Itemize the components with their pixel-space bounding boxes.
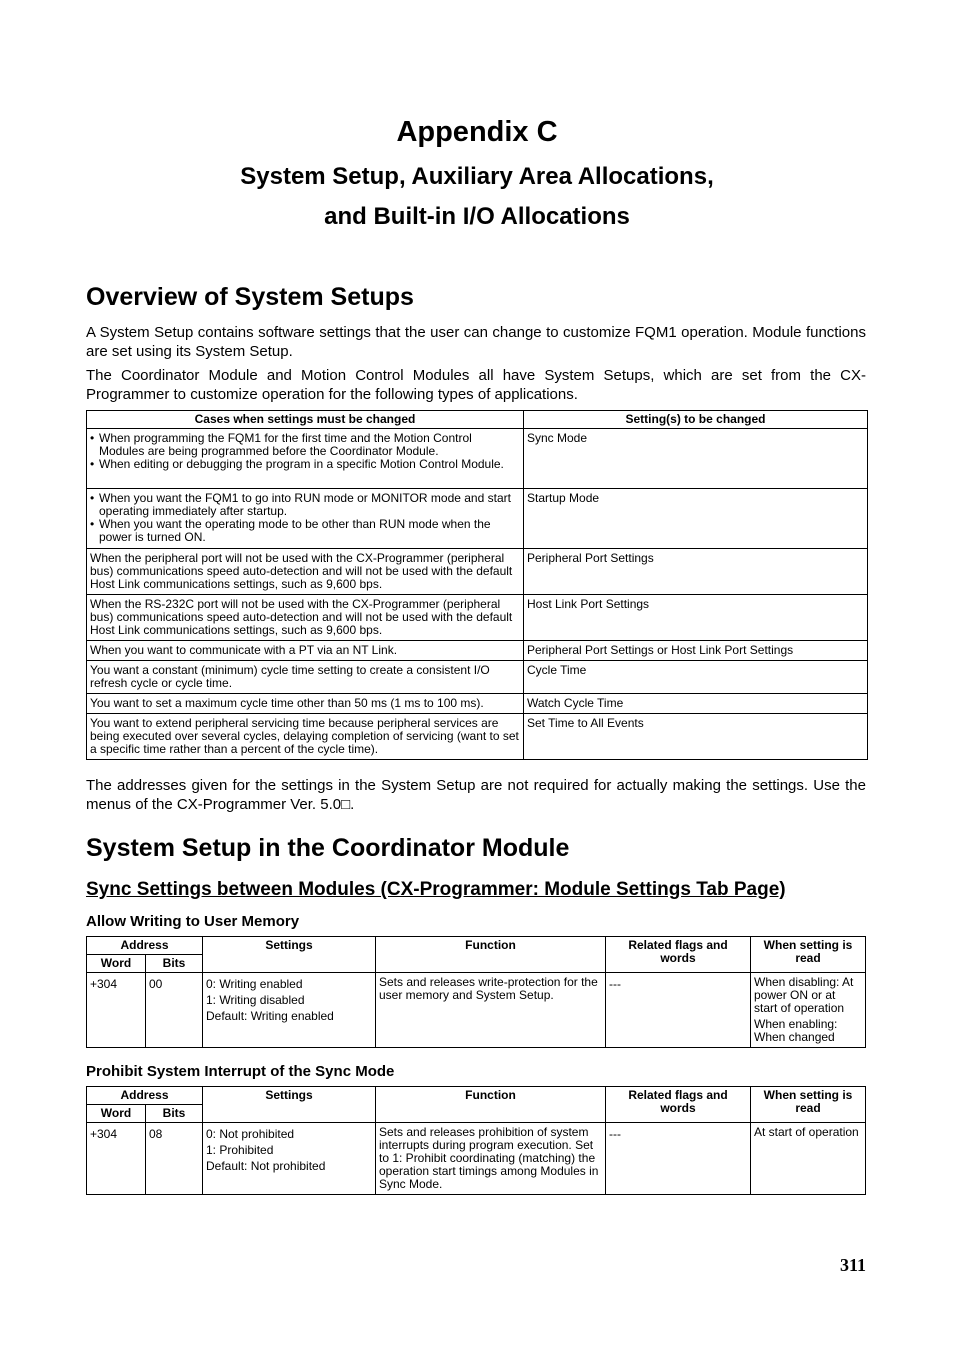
table-header-row bbox=[87, 937, 866, 955]
case-bullet: • When you want the operating mode to be other than RUN mode when the power is turned ON. bbox=[90, 518, 520, 544]
header-bits: Bits bbox=[146, 1105, 203, 1123]
allow-writing-title: Allow Writing to User Memory bbox=[86, 913, 300, 930]
when-cell bbox=[751, 973, 866, 1048]
word-cell: +304 bbox=[87, 973, 146, 1048]
related-cell: --- bbox=[606, 973, 751, 1048]
table-row bbox=[87, 973, 866, 1048]
setting-cell: Sync Mode bbox=[524, 429, 868, 489]
sync-settings-subheading: Sync Settings between Modules (CX-Programmer: Module Settings Tab Page) bbox=[86, 879, 786, 900]
header-settings: Settings bbox=[203, 1087, 376, 1123]
case-bullet: • When you want the FQM1 to go into RUN mode or MONITOR mode and start operating immediately after startup. bbox=[90, 492, 520, 518]
bits-cell: 00 bbox=[146, 973, 203, 1048]
addresses-note: The addresses given for the settings in the System Setup are not required for actually making the settings. Use the menus of the CX-Programmer Ver. 5.0□. bbox=[86, 777, 866, 813]
setting-option: 1: Prohibited bbox=[206, 1143, 274, 1157]
header-bits: Bits bbox=[146, 955, 203, 973]
setting-option: 0: Not prohibited bbox=[206, 1127, 295, 1141]
when-cell: At start of operation bbox=[751, 1123, 866, 1195]
coordinator-heading: System Setup in the Coordinator Module bbox=[86, 834, 570, 862]
case-cell bbox=[87, 489, 524, 549]
case-cell: When the RS-232C port will not be used with the CX-Programmer (peripheral bus) communications speed auto-detection and will not be used with the default Host Link communications settings, such as 9,600 bps. bbox=[87, 595, 524, 641]
settings-cell bbox=[203, 973, 376, 1048]
setting-cell: Peripheral Port Settings or Host Link Port Settings bbox=[524, 641, 868, 661]
table-row bbox=[87, 429, 868, 489]
table-header-row bbox=[87, 1087, 866, 1105]
setting-cell: Host Link Port Settings bbox=[524, 595, 868, 641]
setting-option: 1: Writing disabled bbox=[206, 993, 305, 1007]
header-address: Address bbox=[87, 1087, 203, 1105]
bits-cell: 08 bbox=[146, 1123, 203, 1195]
word-cell: +304 bbox=[87, 1123, 146, 1195]
setting-option: 0: Writing enabled bbox=[206, 977, 303, 991]
table-row bbox=[87, 661, 868, 694]
header-when: When setting is read bbox=[751, 1087, 866, 1123]
header-when: When setting is read bbox=[751, 937, 866, 973]
case-bullet: • When editing or debugging the program in a specific Motion Control Module. bbox=[90, 458, 520, 471]
setting-default: Default: Not prohibited bbox=[206, 1159, 326, 1173]
settings-cell bbox=[203, 1123, 376, 1195]
related-cell: --- bbox=[606, 1123, 751, 1195]
header-settings: Setting(s) to be changed bbox=[524, 411, 868, 429]
case-cell: You want a constant (minimum) cycle time setting to create a consistent I/O refresh cycle or cycle time. bbox=[87, 661, 524, 694]
table-row bbox=[87, 694, 868, 714]
prohibit-interrupt-table bbox=[86, 1086, 866, 1195]
header-word: Word bbox=[87, 955, 146, 973]
case-cell: When the peripheral port will not be used with the CX-Programmer (peripheral bus) communications speed auto-detection and will not be used with the default Host Link communications settings, such as 9,600 bps. bbox=[87, 549, 524, 595]
appendix-subtitle-line2: and Built-in I/O Allocations bbox=[324, 203, 630, 230]
table-row bbox=[87, 714, 868, 760]
case-cell: You want to extend peripheral servicing time because peripheral services are being executed over several cycles, delaying completion of servicing (want to set a specific time rather than a percent of the cycle time). bbox=[87, 714, 524, 760]
case-cell: When you want to communicate with a PT via an NT Link. bbox=[87, 641, 524, 661]
when-disabling: When disabling: At power ON or at start of operation bbox=[754, 975, 854, 1015]
case-cell bbox=[87, 429, 524, 489]
page-number: 311 bbox=[839, 1255, 866, 1275]
header-function: Function bbox=[376, 1087, 606, 1123]
setting-cell: Watch Cycle Time bbox=[524, 694, 868, 714]
table-row bbox=[87, 641, 868, 661]
function-cell: Sets and releases write-protection for the user memory and System Setup. bbox=[376, 973, 606, 1048]
prohibit-interrupt-title: Prohibit System Interrupt of the Sync Mode bbox=[86, 1063, 395, 1080]
overview-heading: Overview of System Setups bbox=[86, 283, 414, 311]
header-settings: Settings bbox=[203, 937, 376, 973]
table-row bbox=[87, 549, 868, 595]
header-related: Related flags and words bbox=[606, 1087, 751, 1123]
setting-cell: Set Time to All Events bbox=[524, 714, 868, 760]
setting-cell: Cycle Time bbox=[524, 661, 868, 694]
applications-table bbox=[86, 410, 868, 760]
appendix-title: Appendix C bbox=[396, 116, 558, 148]
header-related: Related flags and words bbox=[606, 937, 751, 973]
overview-para-1: A System Setup contains software settings that the user can change to customize FQM1 operation. Module functions are set using its System Setup. bbox=[86, 324, 866, 360]
case-cell: You want to set a maximum cycle time other than 50 ms (1 ms to 100 ms). bbox=[87, 694, 524, 714]
setting-default: Default: Writing enabled bbox=[206, 1009, 334, 1023]
table-row bbox=[87, 489, 868, 549]
table-row bbox=[87, 1123, 866, 1195]
allow-writing-table bbox=[86, 936, 866, 1048]
when-enabling: When enabling: When changed bbox=[754, 1017, 838, 1044]
setting-cell: Peripheral Port Settings bbox=[524, 549, 868, 595]
header-cases: Cases when settings must be changed bbox=[87, 411, 524, 429]
function-cell: Sets and releases prohibition of system interrupts during program execution. Set to 1: Prohibit coordinating (matching) the operation start timings among Modules in Sync Mode. bbox=[376, 1123, 606, 1195]
header-function: Function bbox=[376, 937, 606, 973]
table-header-row bbox=[87, 411, 868, 429]
appendix-subtitle-line1: System Setup, Auxiliary Area Allocations, bbox=[240, 163, 714, 190]
setting-cell: Startup Mode bbox=[524, 489, 868, 549]
overview-para-2: The Coordinator Module and Motion Control Modules all have System Setups, which are set from the CX-Programmer to customize operation for the following types of applications. bbox=[86, 367, 866, 403]
case-bullet: • When programming the FQM1 for the first time and the Motion Control Modules are being programmed before the Coordinator Module. bbox=[90, 432, 520, 458]
table-row bbox=[87, 595, 868, 641]
header-word: Word bbox=[87, 1105, 146, 1123]
header-address: Address bbox=[87, 937, 203, 955]
